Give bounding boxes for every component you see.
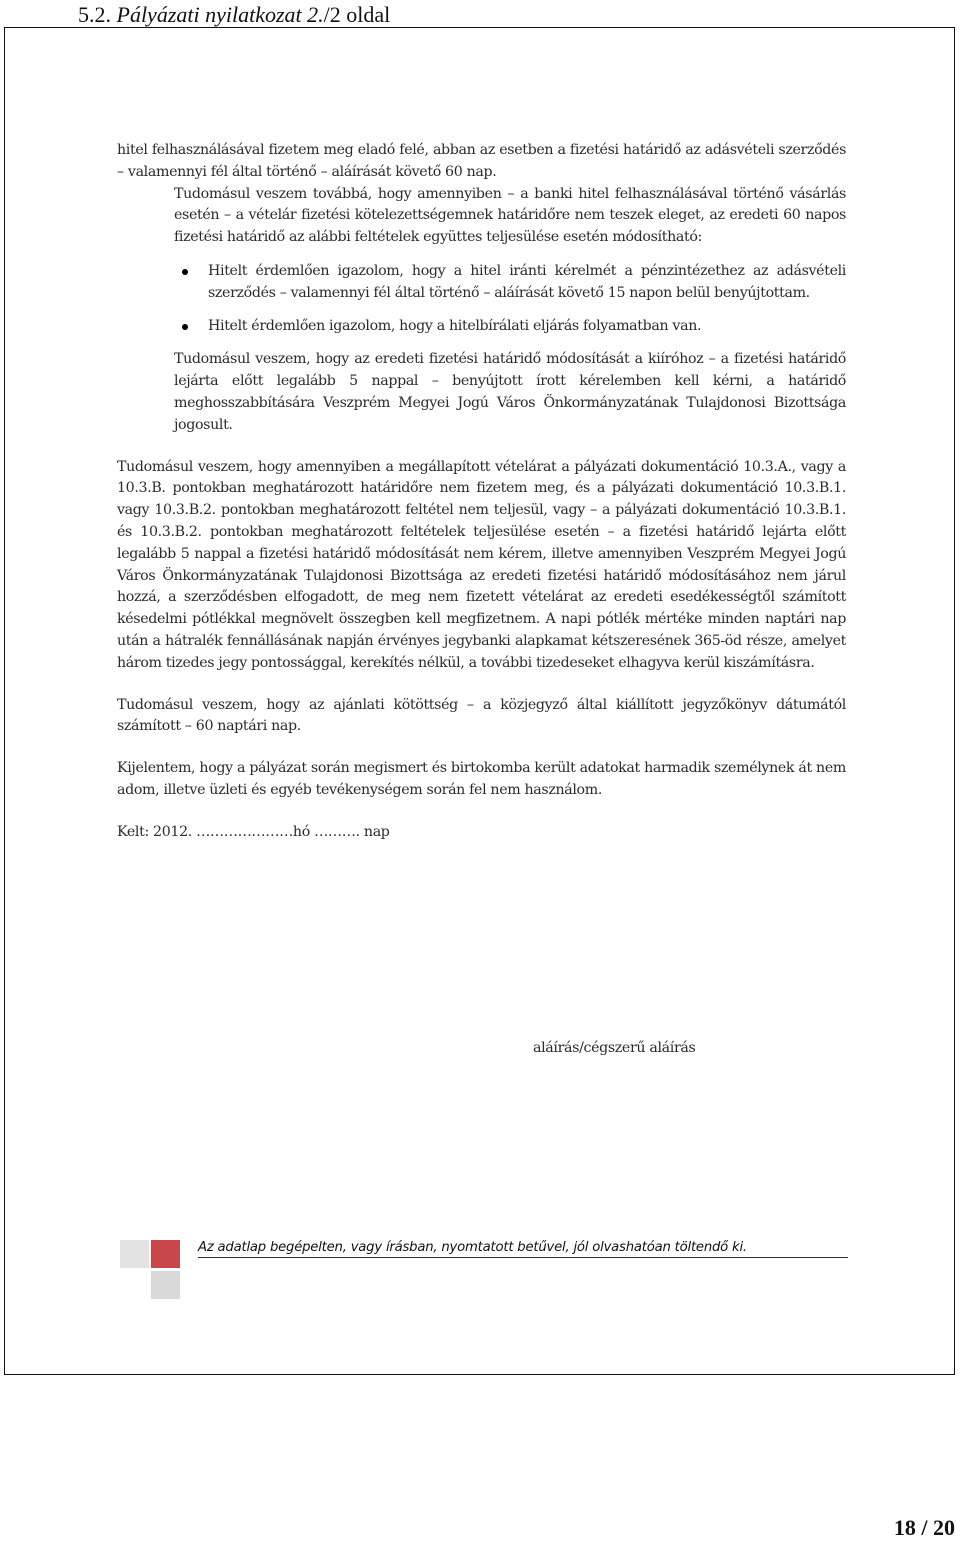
- paragraph-5: Tudomásul veszem, hogy az ajánlati kötöttség – a közjegyző által kiállított jegyzőkönyv dátumától számított – 60 naptári nap.: [117, 696, 846, 735]
- logo-square: [120, 1240, 149, 1268]
- date-line: Kelt: 2012. …………………hó ………. nap: [117, 823, 390, 840]
- page-header: [78, 0, 390, 30]
- header-prefix: 5.2.: [78, 2, 117, 27]
- list-item: Hitelt érdemlően igazolom, hogy a hitel iránti kérelmét a pénzintézethez az adásvételi szerződés – valamennyi fél által történő – aláírását követő 15 napon belül benyújtottam.: [174, 261, 846, 305]
- bullet-icon: [182, 324, 188, 330]
- header-suffix: /2 oldal: [323, 2, 391, 27]
- paragraph-3: Tudomásul veszem, hogy az eredeti fizetési határidő módosítását a kiíróhoz – a fizetési határidő lejárta előtt legalább 5 nappal – benyújtott írott kérelemben kell kérni, a határidő meghosszabbítására Veszprém Megyei Jogú Város Önkormányzatának Tulajdonosi Bizottsága jogosult.: [174, 351, 846, 433]
- condition-list: [174, 261, 846, 337]
- page-number: 18 / 20: [893, 1515, 955, 1540]
- logo-square: [151, 1271, 180, 1299]
- paragraph-4: Tudomásul veszem, hogy amennyiben a megállapított vételárat a pályázati dokumentáció 10.3.A., vagy a 10.3.B. pontokban meghatározott határidőre nem fizetem meg, és a pályázati dokumentáció 10.3.B.1. vagy 10.3.B.2. pontokban meghatározott feltétel nem teljesül, vagy – a pályázati dokumentáció 10.3.B.1. és 10.3.B.2. pontokban meghatározott feltételek teljesülése esetén – a fizetési határidő lejárta előtt legalább 5 nappal a fizetési határidő módosítását nem kérem, illetve amennyiben Veszprém Megyei Jogú Város Önkormányzatának Tulajdonosi Bizottsága az eredeti fizetési határidő módosításához nem járul hozzá, a szerződésben elfogadott, de meg nem fizetett vételárat az eredeti esedékességtől számított késedelmi pótlékkal megnövelt összegben kell megfizetnem. A napi pótlék mértéke minden naptári nap után a hátralék fennállásának napján érvényes jegybanki alapkamat kétszeresének 365-öd része, amelyet három tizedes jegy pontossággal, kerekítés nélkül, a további tizedeseket elhagyva kerül kiszámításra.: [117, 458, 846, 671]
- signature-label: aláírás/cégszerű aláírás: [533, 1040, 696, 1056]
- header-title: Pályázati nyilatkozat 2.: [116, 2, 324, 27]
- logo-square: [151, 1240, 180, 1268]
- list-item: Hitelt érdemlően igazolom, hogy a hitelbírálati eljárás folyamatban van.: [174, 316, 846, 338]
- logo-icon: [120, 1240, 182, 1300]
- paragraph-1: hitel felhasználásával fizetem meg eladó felé, abban az esetben a fizetési határidő az adásvételi szerződés – valamennyi fél által történő – aláírását követő 60 nap.: [117, 142, 846, 180]
- footer-note: Az adatlap begépelten, vagy írásban, nyomtatott betűvel, jól olvashatóan töltendő ki.: [198, 1240, 848, 1258]
- paragraph-6: Kijelentem, hogy a pályázat során megismert és birtokomba került adatokat harmadik személynek át nem adom, illetve üzleti és egyéb tevékenységem során fel nem használom.: [117, 760, 846, 798]
- bullet-icon: [182, 269, 188, 275]
- paragraph-2: Tudomásul veszem továbbá, hogy amennyiben – a banki hitel felhasználásával történő vásárlás esetén – a vételár fizetési kötelezettségemnek határidőre nem teszek eleget, az eredeti 60 napos fizetési határidő az alábbi feltételek együttes teljesülése esetén módosítható:: [174, 185, 846, 246]
- document-body: [117, 140, 846, 844]
